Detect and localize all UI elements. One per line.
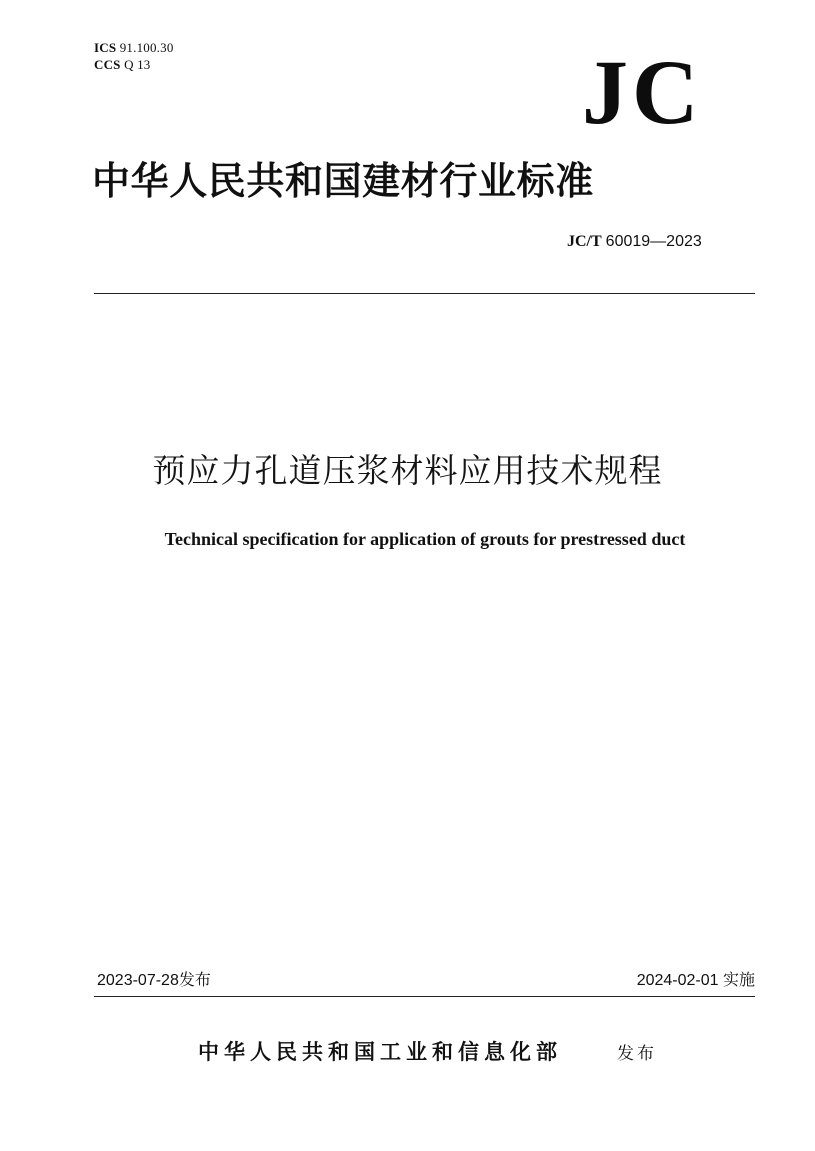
publisher-verb: 发布 (617, 1044, 657, 1064)
top-divider (94, 293, 755, 294)
standard-number-value: 60019—2023 (605, 233, 702, 250)
ics-line (94, 39, 174, 56)
implementation-date-label: 实施 (722, 972, 755, 989)
jc-logo: JC (582, 41, 703, 143)
issue-date (97, 971, 211, 991)
standard-number-prefix: JC/T (567, 233, 602, 250)
publisher-name: 中华人民共和国工业和信息化部 (198, 1039, 562, 1064)
ics-code: 91.100.30 (119, 40, 174, 55)
bottom-divider (94, 996, 755, 997)
implementation-date-value: 2024-02-01 (636, 972, 719, 989)
ccs-label: CCS (94, 57, 121, 72)
ccs-line (94, 56, 174, 73)
ics-label: ICS (94, 40, 117, 55)
issue-date-value: 2023-07-28 (97, 972, 179, 989)
ccs-code: Q 13 (124, 57, 151, 72)
classification-codes (94, 39, 174, 73)
standard-number (567, 232, 702, 252)
standard-category: 中华人民共和国建材行业标准 (92, 158, 594, 203)
issue-date-label: 发布 (178, 972, 211, 989)
document-title-en: Technical specification for application of grouts for prestressed duct (164, 529, 686, 549)
document-title-cn: 预应力孔道压浆材料应用技术规程 (152, 451, 663, 490)
implementation-date (637, 971, 755, 991)
